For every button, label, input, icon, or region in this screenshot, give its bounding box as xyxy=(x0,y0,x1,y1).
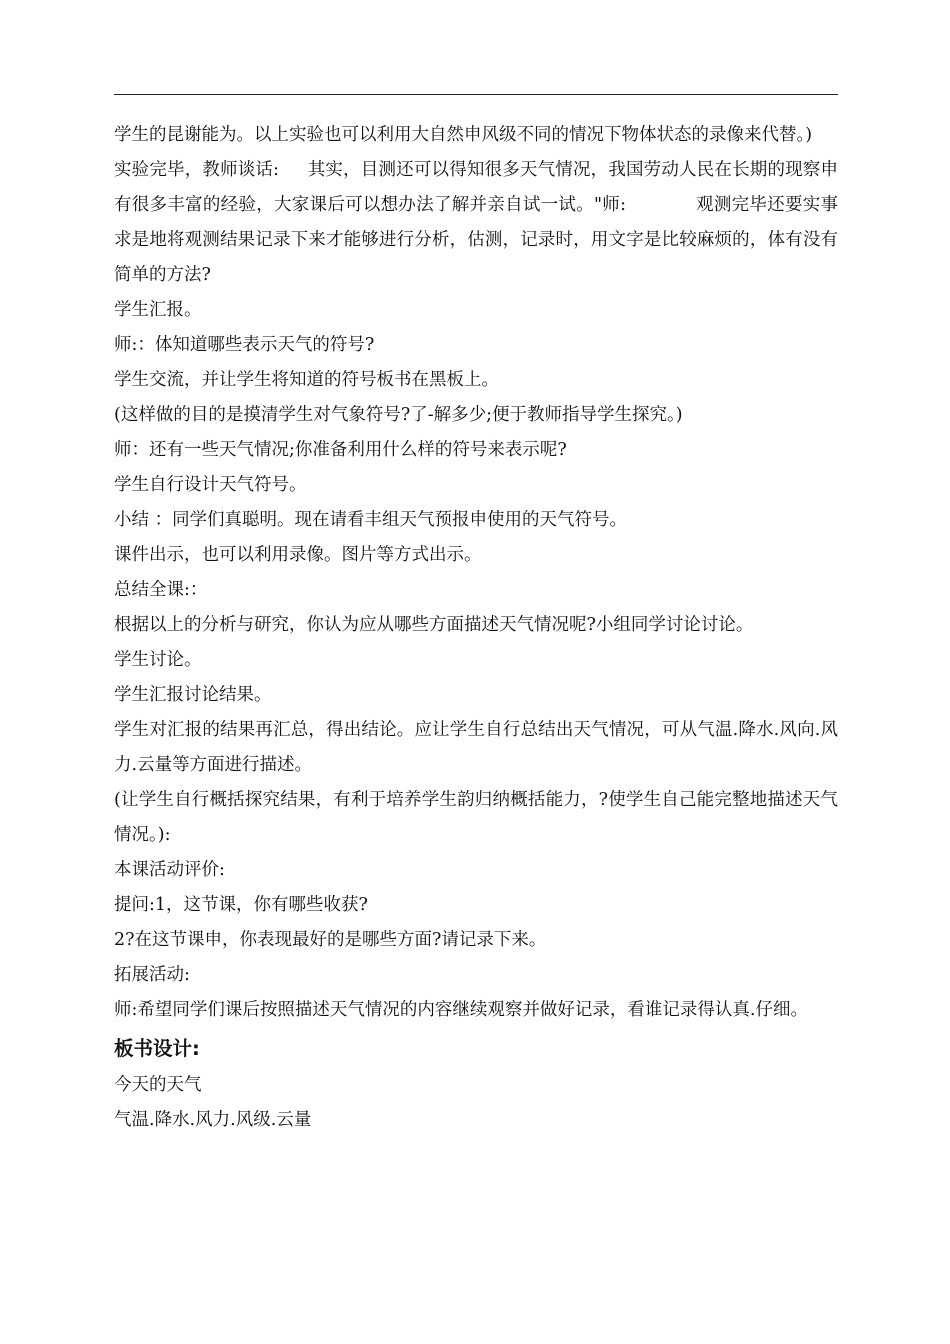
paragraph: (让学生自行概括探究结果，有利于培养学生韵归纳概括能力，?使学生自己能完整地描述天气情况。): xyxy=(114,790,838,845)
paragraph: 本课活动评价: xyxy=(114,860,225,880)
paragraph: (这样做的目的是摸清学生对气象符号?了-解多少;便于教师指导学生探究。) xyxy=(114,405,683,425)
board-design-line: 今天的天气 xyxy=(114,1075,202,1095)
paragraph: 学生对汇报的结果再汇总，得出结论。应让学生自行总结出天气情况，可从气温.降水.风向.风力.云量等方面进行描述。 xyxy=(114,720,838,775)
paragraph: 拓展活动: xyxy=(114,965,190,985)
paragraph: 总结全课:： xyxy=(114,580,208,600)
paragraph: 师：还有一些天气情况;你准备利用什么样的符号来表示呢? xyxy=(114,440,567,460)
document-body xyxy=(114,118,838,1138)
paragraph: 师:希望同学们课后按照描述天气情况的内容继续观察并做好记录，看谁记录得认真.仔细。 xyxy=(114,1000,808,1020)
board-design-line: 气温.降水.风力.风级.云量 xyxy=(114,1110,312,1130)
paragraph: 学生交流，并让学生将知道的符号板书在黑板上。 xyxy=(114,370,499,390)
paragraph: 2?在这节课申，你表现最好的是哪些方面?请记录下来。 xyxy=(114,930,547,950)
board-design-heading: 板书设计: xyxy=(114,1037,200,1060)
paragraph: 学生的昆谢能为。以上实验也可以利用大自然申风级不同的情况下物体状态的录像来代替。) xyxy=(114,125,813,145)
paragraph: 提问:1，这节课，你有哪些收获? xyxy=(114,895,368,915)
paragraph: 小结 ：同学们真聪明。现在请看丰组天气预报申使用的天气符号。 xyxy=(114,510,628,530)
header-rule xyxy=(114,94,838,95)
paragraph: 学生讨论。 xyxy=(114,650,202,670)
paragraph: 学生汇报讨论结果。 xyxy=(114,685,272,705)
paragraph: 课件出示，也可以利用录像。图片等方式出示。 xyxy=(114,545,482,565)
paragraph: 实验完毕，教师谈话: 其实，目测还可以得知很多天气情况，我国劳动人民在长期的现察申有很多丰富的经验，大家课后可以想办法了解并亲自试一试。"师: 观测完毕还要实事求是地将观测结果记录下来才能够进行分析，估测，记录时，用文字是比较麻烦的，体有没有简单的方法? xyxy=(114,160,838,285)
paragraph: 根据以上的分析与研究，你认为应从哪些方面描述天气情况呢?小组同学讨论讨论。 xyxy=(114,615,754,635)
paragraph: 学生自行设计天气符号。 xyxy=(114,475,307,495)
paragraph: 师:：体知道哪些表示天气的符号? xyxy=(114,335,375,355)
paragraph: 学生汇报。 xyxy=(114,300,202,320)
